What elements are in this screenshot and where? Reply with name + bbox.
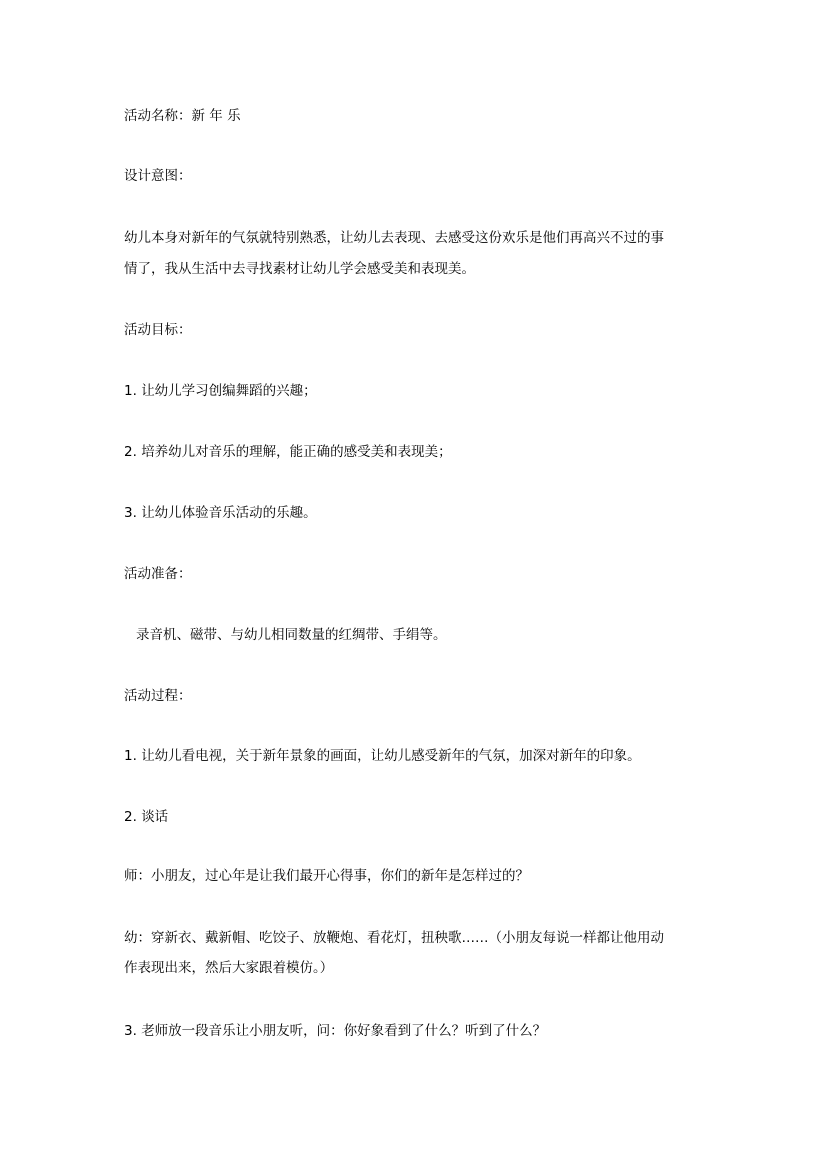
- design-intent-line-1: 幼儿本身对新年的气氛就特别熟悉，让幼儿去表现、去感受这份欢乐是他们再高兴不过的事: [124, 230, 664, 246]
- step-1-text: 让幼儿看电视，关于新年景象的画面，让幼儿感受新年的气氛，加深对新年的印象。: [141, 748, 641, 764]
- activity-name: 活动名称：新 年 乐: [124, 108, 241, 124]
- design-intent-line-2: 情了，我从生活中去寻找素材让幼儿学会感受美和表现美。: [124, 261, 475, 277]
- preparation-heading: 活动准备：: [124, 566, 192, 582]
- goal-1-number: 1.: [124, 383, 137, 399]
- step-item-2: [124, 807, 168, 827]
- goal-item-3: [124, 503, 317, 523]
- step-3-number: 3.: [124, 1023, 137, 1039]
- child-line-1: 幼：穿新衣、戴新帽、吃饺子、放鞭炮、看花灯，扭秧歌……（小朋友每说一样都让他用动: [124, 930, 664, 946]
- teacher-line: 师：小朋友，过心年是让我们最开心得事，你们的新年是怎样过的？: [124, 868, 529, 884]
- step-item-3: [124, 1021, 546, 1041]
- step-2-number: 2.: [124, 809, 137, 825]
- goals-heading: 活动目标：: [124, 322, 192, 338]
- goal-3-text: 让幼儿体验音乐活动的乐趣。: [141, 505, 317, 521]
- design-intent-heading: 设计意图：: [124, 168, 192, 184]
- child-line-2: 作表现出来，然后大家跟着模仿。）: [124, 960, 334, 976]
- step-1-number: 1.: [124, 748, 137, 764]
- goal-2-text: 培养幼儿对音乐的理解，能正确的感受美和表现美；: [141, 444, 452, 460]
- goal-1-text: 让幼儿学习创编舞蹈的兴趣；: [141, 383, 317, 399]
- step-3-text: 老师放一段音乐让小朋友听，问：你好象看到了什么？听到了什么？: [141, 1023, 547, 1039]
- process-heading: 活动过程：: [124, 688, 192, 704]
- goal-3-number: 3.: [124, 505, 137, 521]
- preparation-text: 录音机、磁带、与幼儿相同数量的红绸带、手绢等。: [136, 627, 447, 643]
- goal-item-1: [124, 381, 317, 401]
- step-item-1: [124, 746, 641, 766]
- goal-item-2: [124, 442, 452, 462]
- step-2-text: 谈话: [141, 809, 169, 825]
- goal-2-number: 2.: [124, 444, 137, 460]
